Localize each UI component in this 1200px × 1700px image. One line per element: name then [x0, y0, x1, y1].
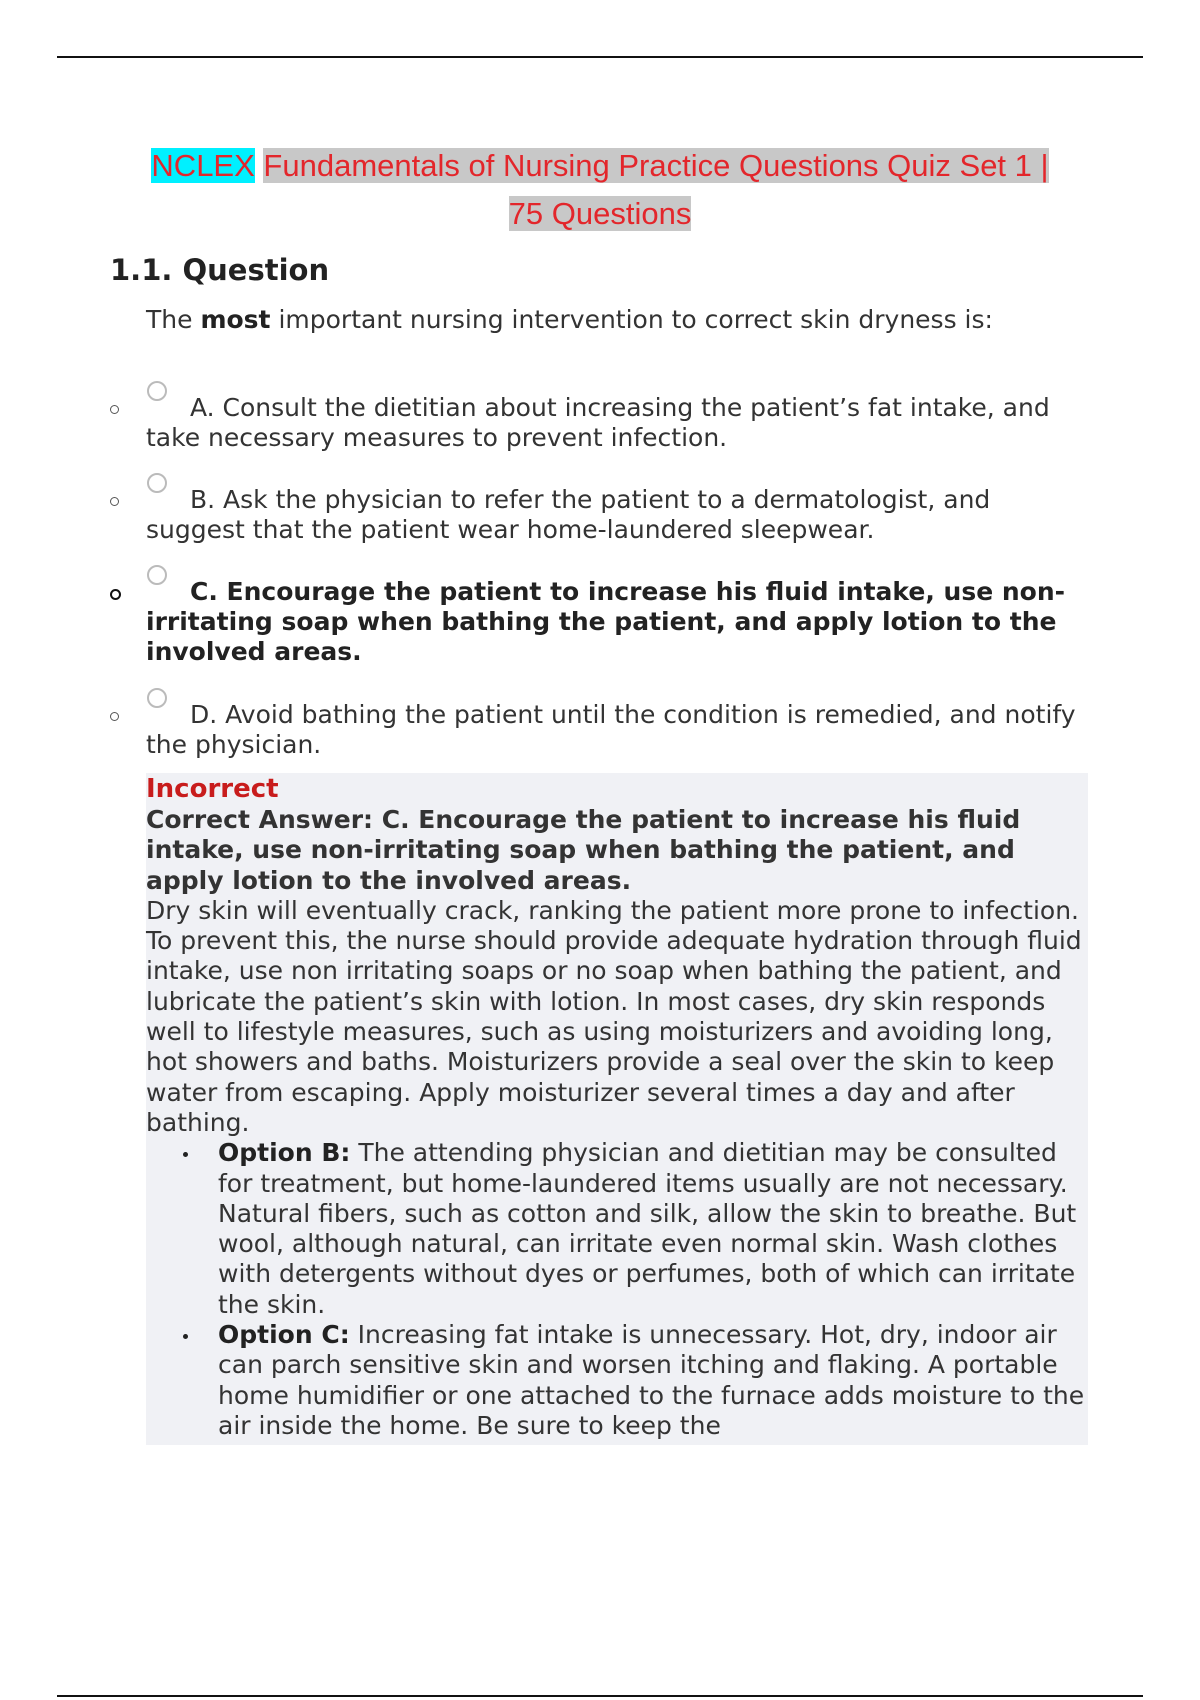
rationale-list — [146, 1138, 1088, 1441]
answer-feedback-panel — [146, 773, 1088, 1445]
question-heading — [110, 253, 329, 287]
title-highlight-main: Fundamentals of Nursing Practice Questions Quiz Set 1 | — [263, 148, 1049, 183]
title-highlight-nclex: NCLEX — [151, 148, 255, 183]
rationale-text: Increasing fat intake is unnecessary. Hot, dry, indoor air can parch sensitive skin and worsen itching and flaking. A portable home humidifier or one attached to the furnace adds moisture to the air inside the home. Be sure to keep the — [218, 1320, 1085, 1440]
rationale-text: The attending physician and dietitian may be consulted for treatment, but home-laundered items usually are not necessary. Natural fibers, such as cotton and silk, allow the skin to breathe. But wool, although natural, can irritate even normal skin. Wash clothes with detergents without dyes or perfumes, both of which can irritate the skin. — [218, 1138, 1077, 1319]
option-d[interactable] — [100, 688, 1080, 760]
radio-button-icon[interactable] — [147, 688, 167, 708]
option-d-label: D. Avoid bathing the patient until the condition is remedied, and notify the physician. — [146, 700, 1076, 759]
rationale-label: Option B: — [218, 1138, 351, 1168]
list-bullet-icon — [110, 589, 121, 600]
option-a-label: A. Consult the dietitian about increasing the patient’s fat intake, and take necessary measures to prevent infection. — [146, 393, 1050, 452]
option-b-label: B. Ask the physician to refer the patient to a dermatologist, and suggest that the patient wear home-laundered sleepwear. — [146, 485, 991, 544]
option-a[interactable] — [100, 381, 1080, 453]
explanation-text: Dry skin will eventually crack, ranking the patient more prone to infection. To prevent this, the nurse should provide adequate hydration through fluid intake, use non irritating soaps or no soap when bathing the patient, and lubricate the patient’s skin with lotion. In most cases, dry skin responds well to lifestyle measures, such as using moisturizers and avoiding long, hot showers and baths. Moisturizers provide a seal over the skin to keep water from escaping. Apply moisturizer several times a day and after bathing. — [146, 895, 1082, 1137]
correct-answer: Correct Answer: C. Encourage the patient to increase his fluid intake, use non-irritating soap when bathing the patient, and apply lotion to the involved areas. — [146, 805, 1021, 895]
rationale-label: Option C: — [218, 1320, 350, 1350]
page-title — [100, 142, 1100, 238]
list-bullet-icon — [110, 712, 119, 721]
list-item — [218, 1320, 1088, 1441]
radio-button-icon[interactable] — [147, 565, 167, 585]
question-text: The most important nursing intervention to correct skin dryness is: — [146, 305, 993, 334]
radio-button-icon[interactable] — [147, 381, 167, 401]
option-c-label: C. Encourage the patient to increase his fluid intake, use non-irritating soap when bathing the patient, and apply lotion to the involved areas. — [146, 577, 1066, 666]
list-bullet-icon — [110, 497, 119, 506]
question-list-number: 1. — [110, 253, 142, 287]
list-item — [218, 1138, 1088, 1320]
option-b[interactable] — [100, 473, 1080, 545]
question-emphasis: most — [200, 305, 271, 334]
radio-button-icon[interactable] — [147, 473, 167, 493]
top-rule — [57, 56, 1143, 58]
bottom-rule — [57, 1695, 1143, 1697]
result-status: Incorrect — [146, 774, 279, 804]
title-highlight-count: 75 Questions — [508, 196, 692, 231]
question-title: 1. Question — [141, 253, 330, 287]
list-bullet-icon — [110, 405, 119, 414]
option-c[interactable] — [100, 565, 1080, 667]
